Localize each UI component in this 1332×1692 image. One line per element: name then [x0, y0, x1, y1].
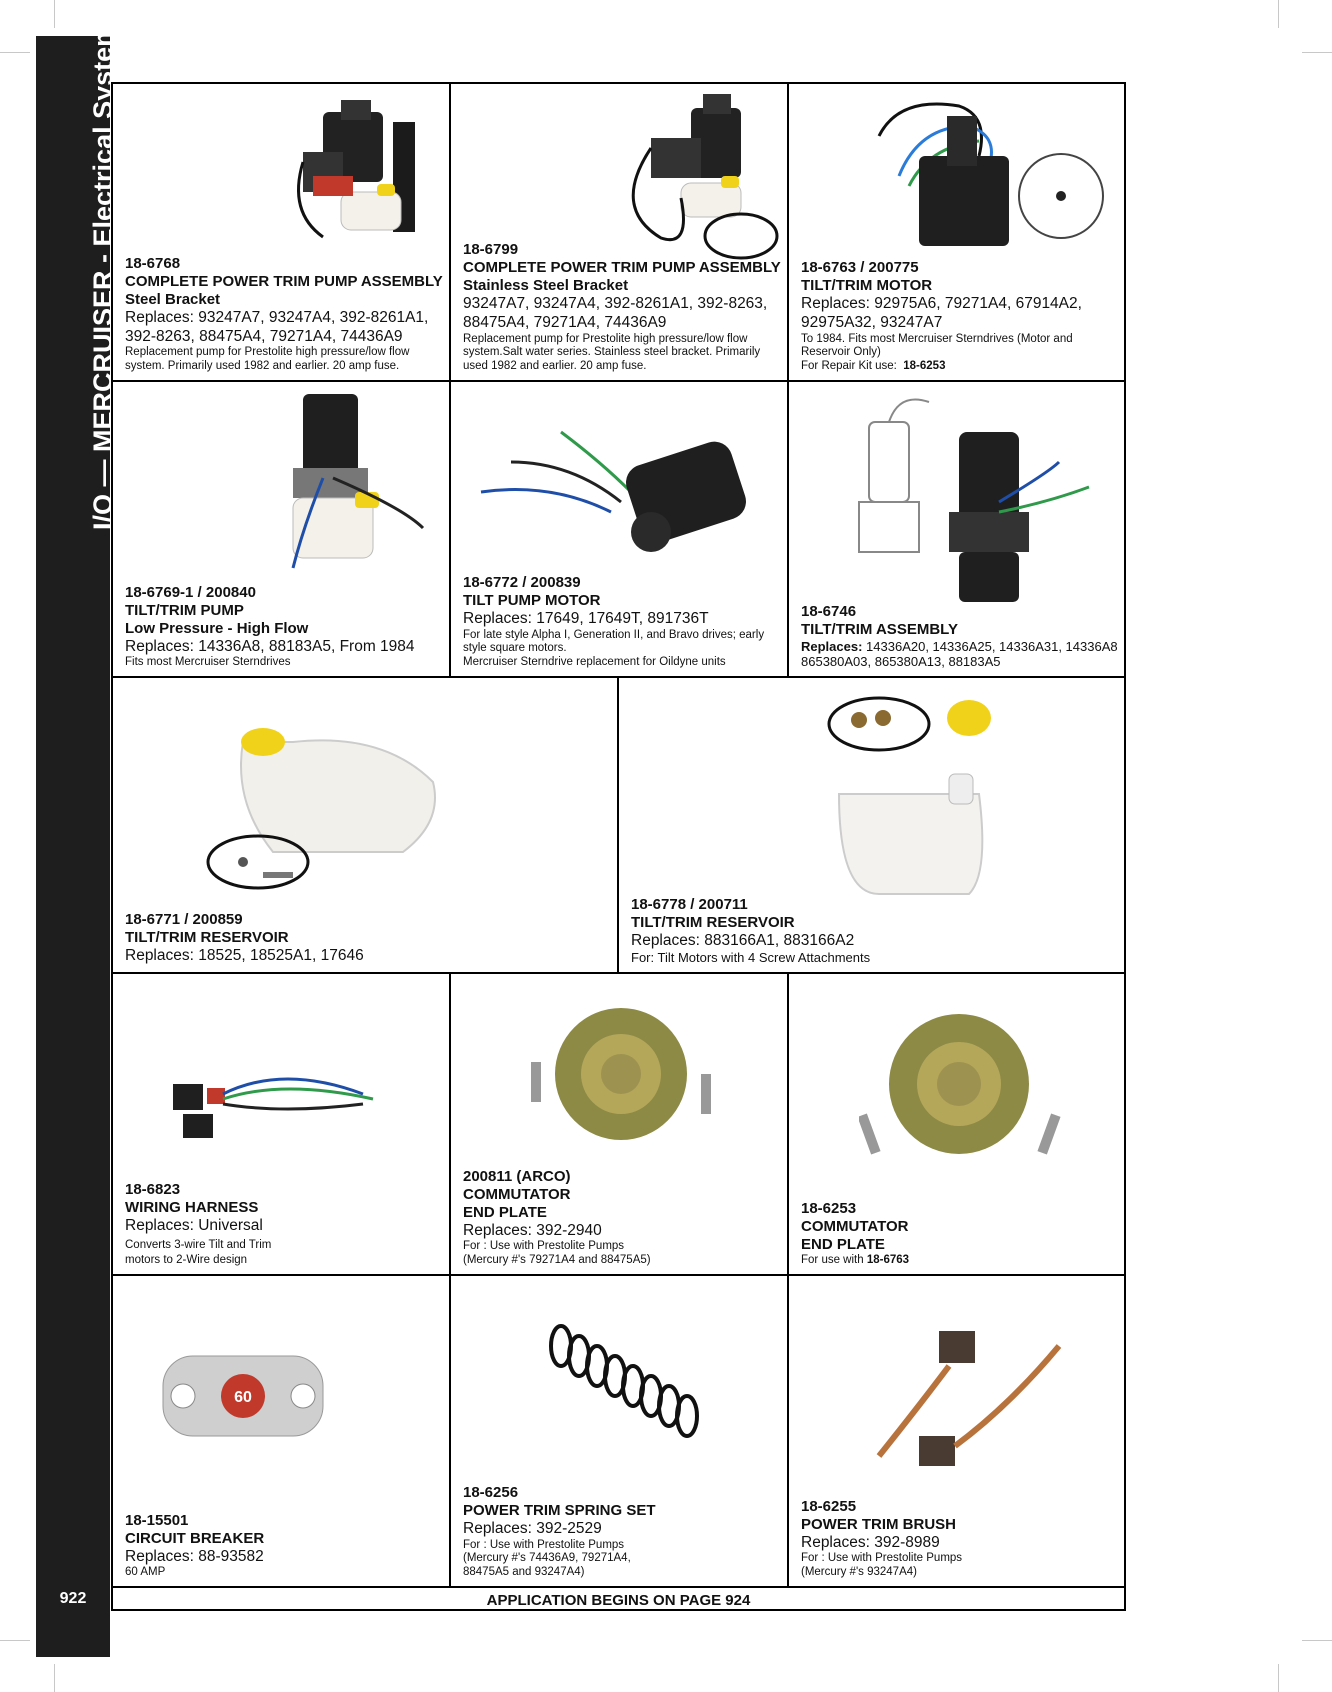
part-number: 18-6256 [463, 1484, 519, 1502]
product-note: Mercruiser Sterndrive replacement for Oildyne units [463, 656, 726, 669]
product-note: (Mercury #'s 79271A4 and 88475A5) [463, 1254, 651, 1267]
end-plate-image [859, 1014, 1069, 1184]
trim-motor-image [859, 96, 1109, 256]
product-title: TILT/TRIM MOTOR [801, 277, 933, 295]
product-note: 60 AMP [125, 1566, 166, 1579]
product-title: WIRING HARNESS [125, 1199, 259, 1217]
part-number: 18-6823 [125, 1181, 181, 1199]
product-cell [451, 1276, 789, 1586]
repair-kit-part: 18-6253 [903, 360, 946, 373]
product-text [463, 1484, 781, 1580]
product-text [801, 1498, 1118, 1580]
product-note: 88475A5 and 93247A4) [463, 1566, 585, 1579]
pump-assembly-image [283, 92, 443, 252]
replaces-text: Replaces: 392-2940 [463, 1221, 602, 1239]
product-note: Fits most Mercruiser Sterndrives [125, 656, 291, 669]
product-title: CIRCUIT BREAKER [125, 1529, 265, 1547]
product-title: COMMUTATOR [801, 1218, 909, 1236]
product-note: Replacement pump for Prestolite high pressure/low flow system. Primarily used 1982 and earlier. 20 amp fuse. [125, 346, 410, 373]
circuit-breaker-image [153, 1336, 333, 1456]
replaces-text: Replaces: 14336A20, 14336A25, 14336A31, 14336A8 865380A03, 865380A13, 88183A5 [801, 638, 1118, 670]
product-cell [789, 84, 1124, 380]
end-plate-image [511, 1004, 731, 1164]
crop-mark [0, 1640, 30, 1641]
reservoir-image [819, 694, 999, 904]
product-cell [619, 678, 1124, 972]
product-note: For : Use with Prestolite Pumps [801, 1552, 963, 1565]
catalog-grid [111, 82, 1126, 1611]
product-title: TILT PUMP MOTOR [463, 592, 601, 610]
crop-mark [1278, 1664, 1279, 1692]
product-title: POWER TRIM SPRING SET [463, 1502, 656, 1520]
product-text [463, 574, 781, 670]
product-cell [113, 1276, 451, 1586]
spring-image [541, 1316, 711, 1456]
reservoir-image [203, 702, 443, 892]
trim-assembly-image [849, 392, 1109, 612]
footer-text: APPLICATION BEGINS ON PAGE 924 [486, 1592, 751, 1609]
part-number: 18-6746 [801, 602, 857, 620]
tilt-pump-image [263, 388, 443, 578]
breaker-dial-label: 60 [234, 1389, 252, 1406]
product-cell [113, 382, 451, 676]
replaces-text: Replaces: Universal [125, 1217, 263, 1235]
product-text [801, 603, 1118, 670]
part-number: 18-6253 [801, 1200, 857, 1218]
product-cell [113, 974, 451, 1274]
product-text [125, 911, 611, 966]
footer-row [113, 1588, 1124, 1611]
part-number: 18-6771 / 200859 [125, 911, 243, 929]
part-number: 18-6799 [463, 241, 519, 259]
replaces-text: Replaces: 392-2529 [463, 1520, 602, 1538]
pump-assembly-image [611, 88, 781, 263]
product-note: For : Use with Prestolite Pumps [463, 1240, 625, 1253]
crop-mark [0, 52, 30, 53]
crop-mark [1278, 0, 1279, 28]
compatible-part: 18-6763 [866, 1254, 910, 1267]
product-note: motors to 2-Wire design [125, 1254, 248, 1267]
replaces-text: Replaces: 18525, 18525A1, 17646 [125, 947, 364, 965]
part-number: 18-6768 [125, 255, 181, 273]
catalog-row [113, 678, 1124, 974]
sidebar-title: I/O — MERCRUISER - Electrical System [88, 22, 118, 530]
replaces-text: Replaces: 883166A1, 883166A2 [631, 931, 855, 949]
product-text [125, 1181, 443, 1268]
product-note: (Mercury #'s 93247A4) [801, 1566, 917, 1579]
product-title: TILT/TRIM ASSEMBLY [801, 620, 958, 638]
product-cell [113, 678, 619, 972]
product-text [801, 259, 1118, 374]
product-cell [451, 974, 789, 1274]
product-cell [451, 382, 789, 676]
product-note: (Mercury #'s 74436A9, 79271A4, [463, 1552, 631, 1565]
product-cell [113, 84, 451, 380]
crop-mark [54, 0, 55, 28]
catalog-row [113, 382, 1124, 678]
part-number: 18-6255 [801, 1497, 857, 1515]
tilt-motor-image [471, 422, 771, 562]
product-cell [789, 382, 1124, 676]
catalog-row [113, 1276, 1124, 1588]
product-title: COMPLETE POWER TRIM PUMP ASSEMBLY [463, 259, 781, 277]
product-cell [789, 974, 1124, 1274]
brush-image [859, 1326, 1079, 1476]
part-number: 18-6772 / 200839 [463, 574, 581, 592]
catalog-row [113, 84, 1124, 382]
product-subtitle: END PLATE [463, 1203, 547, 1221]
replaces-text: Replaces: 392-8989 [801, 1533, 940, 1551]
replaces-text: Replaces: 14336A8, 88183A5, From 1984 [125, 637, 415, 655]
catalog-row [113, 974, 1124, 1276]
crop-mark [1302, 1640, 1332, 1641]
product-text [125, 1512, 443, 1580]
product-cell [451, 84, 789, 380]
product-text [631, 896, 1118, 966]
page-number: 922 [59, 1590, 87, 1607]
replaces-text: Replaces: 17649, 17649T, 891736T [463, 610, 709, 628]
product-text [463, 241, 781, 374]
part-number: 18-6778 / 200711 [631, 895, 748, 913]
part-number: 18-15501 [125, 1511, 189, 1529]
product-subtitle: Low Pressure - High Flow [125, 619, 309, 637]
wiring-harness-image [163, 1054, 403, 1144]
product-title: COMMUTATOR [463, 1185, 571, 1203]
part-number: 18-6763 / 200775 [801, 259, 919, 277]
product-text [125, 584, 443, 670]
product-note: For use with 18-6763 [801, 1254, 910, 1267]
product-note: To 1984. Fits most Mercruiser Sterndrives (Motor and Reservoir Only) [801, 332, 1073, 359]
product-note: For: Tilt Motors with 4 Screw Attachments [631, 950, 871, 966]
product-subtitle: END PLATE [801, 1236, 885, 1254]
replaces-text: Replaces: 88-93582 [125, 1547, 264, 1565]
part-number: 18-6769-1 / 200840 [125, 583, 256, 601]
product-note: For late style Alpha I, Generation II, and Bravo drives; early style square motors. [463, 628, 765, 655]
product-cell [789, 1276, 1124, 1586]
product-note: For : Use with Prestolite Pumps [463, 1538, 625, 1551]
crop-mark [54, 1664, 55, 1692]
product-title: TILT/TRIM RESERVOIR [125, 929, 289, 947]
product-subtitle: Steel Bracket [125, 291, 221, 309]
replaces-text: Replaces: 93247A7, 93247A4, 392-8261A1, 392-8263, 88475A4, 79271A4, 74436A9 [125, 309, 429, 345]
replaces-text: 93247A7, 93247A4, 392-8261A1, 392-8263, 88475A4, 79271A4, 74436A9 [463, 295, 768, 332]
product-title: POWER TRIM BRUSH [801, 1515, 956, 1533]
repair-kit-note: For Repair Kit use: 18-6253 [801, 360, 946, 373]
product-note: Replacement pump for Prestolite high pressure/low flow system.Salt water series. Stainless steel bracket. Primarily used 1982 and earlier. 20 amp fuse. [463, 332, 761, 373]
product-text [125, 255, 443, 374]
product-title: COMPLETE POWER TRIM PUMP ASSEMBLY [125, 273, 443, 291]
product-title: TILT/TRIM PUMP [125, 601, 244, 619]
product-note: Converts 3-wire Tilt and Trim [125, 1238, 272, 1251]
product-text [801, 1200, 1118, 1268]
crop-mark [1302, 52, 1332, 53]
replaces-text: Replaces: 92975A6, 79271A4, 67914A2, 92975A32, 93247A7 [801, 295, 1082, 332]
part-number: 200811 (ARCO) [463, 1167, 571, 1185]
product-subtitle: Stainless Steel Bracket [463, 277, 629, 295]
product-text [463, 1168, 781, 1268]
product-title: TILT/TRIM RESERVOIR [631, 913, 795, 931]
